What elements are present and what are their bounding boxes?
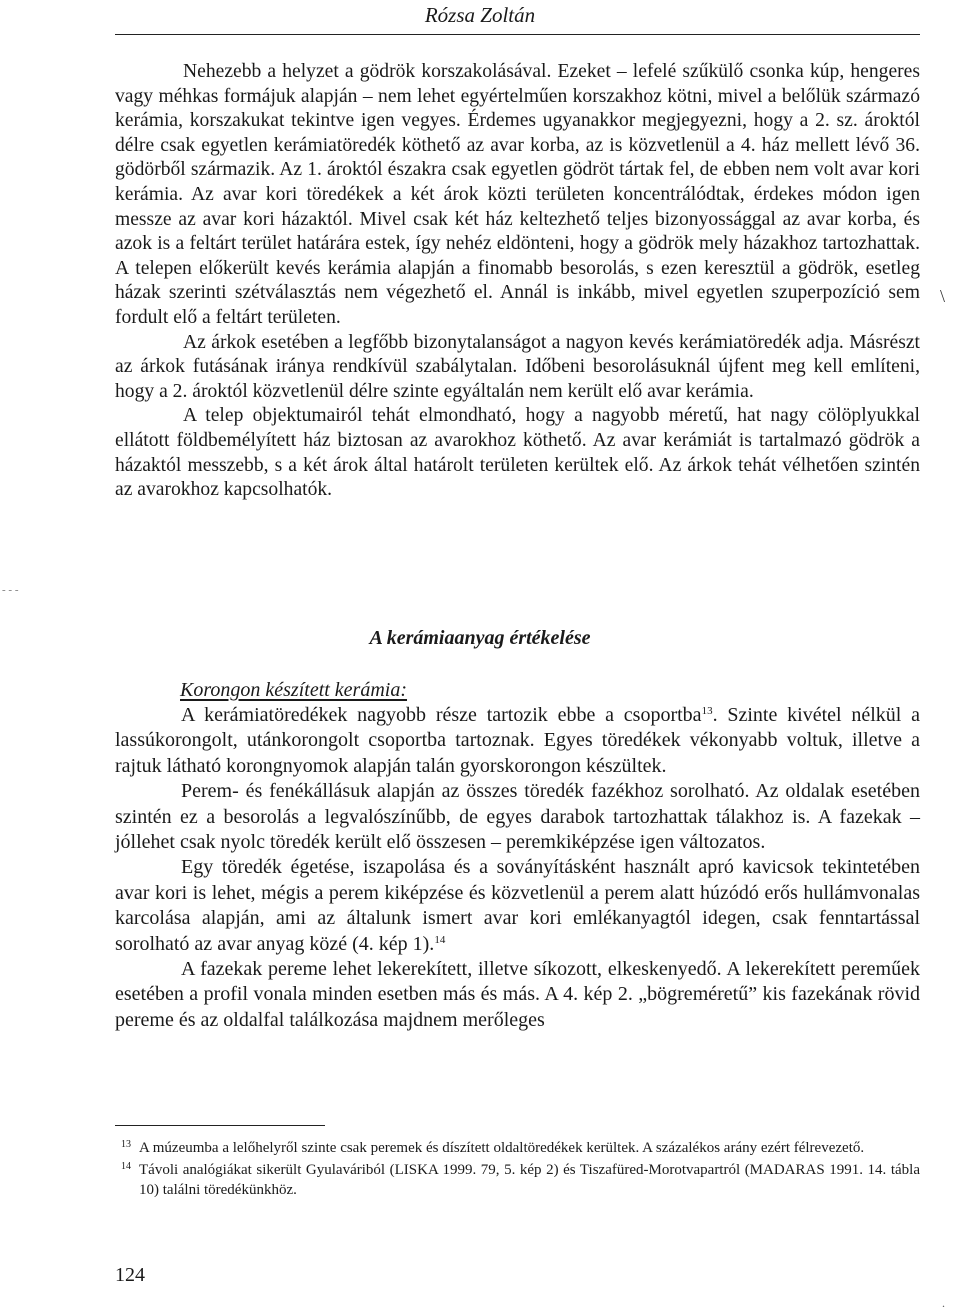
paragraph bbox=[115, 703, 920, 779]
paragraph: Perem- és fenékállásuk alapján az összes töredék fazékhoz sorolható. Az oldalak esetében szintén ez a besorolás a legvalószínűbb, de egyes darabok tartozhattak tálakhoz is. A fazekak – jóllehet csak nyolc töredék került elő összesen – peremkiképzése igen változatos. bbox=[115, 780, 920, 854]
paragraph: A telep objektumairól tehát elmondható, hogy a nagyobb méretű, hat nagy cölöplyukkal ellátott földbemélyített ház biztosan az avarokhoz köthető. Az avar kerámiát is tartalmazó gödrök a házaktól messzebb, s a két árok által határolt területen kerültek elő. Az árkok tehát vélhetően szintén az avarokhoz kapcsolhatók. bbox=[115, 405, 920, 501]
paragraph bbox=[115, 855, 920, 957]
subsection-heading: Korongon készített kerámia: bbox=[180, 679, 408, 701]
footnote-text: A múzeumba a lelőhelyről szinte csak peremek és díszített oldaltöredékek kerültek. A százalékos arány ezért félrevezető. bbox=[139, 1140, 865, 1156]
scan-mark: \ bbox=[940, 286, 946, 306]
running-head-author: Rózsa Zoltán bbox=[424, 3, 536, 27]
footnote bbox=[115, 1160, 920, 1200]
footnote-text: Távoli analógiákat sikerült Gyulaváriból (LISKA 1999. 79, 5. kép 2) és Tiszafüred-Morotvapartról (MADARAS 1991. 14. tábla 10) találni töredékünkhöz. bbox=[139, 1162, 920, 1198]
header-rule bbox=[115, 34, 920, 35]
paragraph: Nehezebb a helyzet a gödrök korszakolásával. Ezeket – lefelé szűkülő csonka kúp, hengeres vagy méhkas formájuk alapján – nem lehet egyértelműen korszakhoz kötni, mivel a belőlük származó kerámia, korszakukat tekintve igen vegyes. Érdemes ugyanakkor megjegyezni, hogy a 2. sz. ároktól délre csak egyetlen kerámiatöredék köthető az avar korba, az is közvetlenül a 4. ház mellett lévő 36. gödörből származik. Az 1. ároktól északra csak egyetlen gödröt tártak fel, de ebben nem volt avar kori kerámia. Az avar kori töredékek a két árok közti területen koncentrálódtak, érdekes módon igen messze az avar kori házaktól. Mivel csak két ház keltezhető teljes bizonyossággal az avar korba, és azok is a feltárt terület határára estek, így nehéz eldönteni, hogy a gödrök mely házakhoz tartozhattak. A telepen előkerült kevés kerámia alapján a finomabb besorolás, s ezen keresztül a gödrök, esetleg házak szerinti szétválasztás nem végezhető el. Annál is inkább, mivel egyetlen szuperpozíció sem fordult elő a feltárt területen. bbox=[115, 61, 920, 328]
paragraph: Az árkok esetében a legfőbb bizonytalanságot a nagyon kevés kerámiatöredék adja. Másrészt az árkok futásának iránya rendkívül szabálytalan. Időbeni besorolásuknál újfent meg kell említeni, hogy a 2. ároktól közvetlenül délre szinte egyáltalán nem került elő avar kerámia. bbox=[115, 331, 920, 402]
footnote-rule bbox=[115, 1125, 325, 1126]
paragraph-text: . Szinte kivétel nélkül a lassúkorongolt, utánkorongolt csoportba tartoznak. Egyes töredékek vékonyabb voltuk, illetve a rajtuk látható korongnyomok alapján talán gyorskorongon készültek. bbox=[115, 704, 921, 777]
footnotes bbox=[115, 1138, 920, 1202]
scan-mark: . bbox=[942, 1296, 945, 1310]
page-number: 124 bbox=[115, 1264, 145, 1286]
paragraph-text: Egy töredék égetése, iszapolása és a soványításként használt apró kavicsok tekintetében avar kori is lehet, mégis a perem kiképzése és közvetlenül a perem alatt húzódó erős hullámvonalas karcolása alapján, ami az általunk ismert avar kori emlékanyagtól idegen, csak fenntartással sorolható az avar anyag közé (4. kép 1). bbox=[115, 856, 920, 955]
footnote-ref[interactable]: 13 bbox=[701, 705, 713, 717]
footnote bbox=[115, 1138, 920, 1158]
paragraph-text: A kerámiatöredékek nagyobb része tartozik ebbe a csoportba bbox=[181, 704, 702, 726]
body-text-top bbox=[115, 60, 920, 503]
footnote-number: 13 bbox=[121, 1139, 131, 1150]
section-title: A kerámiaanyag értékelése bbox=[369, 627, 591, 649]
body-text-section bbox=[115, 703, 920, 1033]
paragraph: A fazekak pereme lehet lekerekített, illetve síkozott, elkeskenyedő. A lekerekített pereműek esetében a profil vonala minden esetben más és más. A 4. kép 2. „bögreméretű” kis fazekának rövid pereme és az oldalfal találkozása majdnem merőleges bbox=[115, 958, 920, 1031]
footnote-number: 14 bbox=[121, 1161, 131, 1172]
scan-mark: - - - bbox=[2, 584, 19, 596]
footnote-ref[interactable]: 14 bbox=[434, 933, 446, 946]
